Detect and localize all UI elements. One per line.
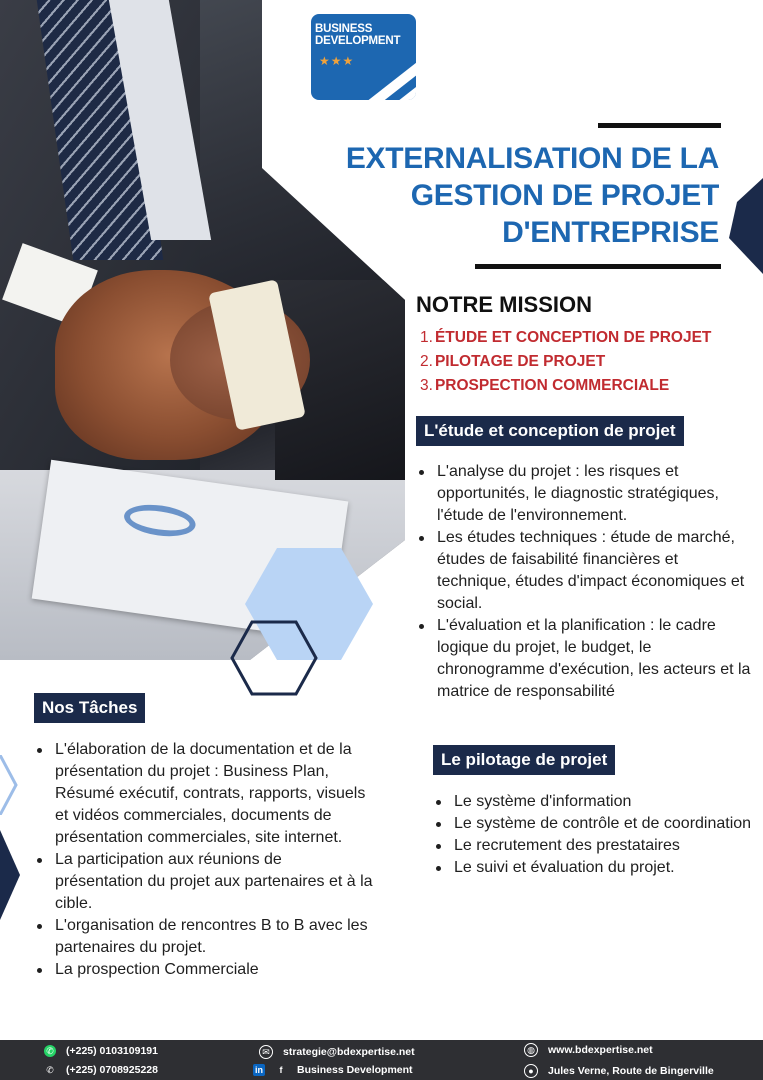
mission-item-number: 2. bbox=[420, 353, 433, 370]
footer-phone2[interactable] bbox=[44, 1064, 158, 1076]
mission-heading: NOTRE MISSION bbox=[416, 292, 593, 317]
mission-item bbox=[420, 350, 711, 374]
logo-stripe bbox=[351, 40, 416, 100]
globe-icon: ◍ bbox=[524, 1043, 538, 1057]
logo-line1: BUSINESS bbox=[315, 23, 373, 35]
phone1-text: (+225) 0103109191 bbox=[66, 1045, 158, 1057]
mission-list bbox=[420, 326, 711, 398]
pilotage-list bbox=[433, 791, 753, 879]
mission-item-label: ÉTUDE ET CONCEPTION DE PROJET bbox=[434, 329, 712, 346]
list-item: Le système d'information bbox=[433, 791, 753, 813]
business-development-logo bbox=[311, 14, 416, 100]
list-item: L'évaluation et la planification : le cadre logique du projet, le budget, le chronogramme d'exécution, les acteurs et la matrice de responsabilité bbox=[416, 615, 751, 703]
title-line2: GESTION DE PROJET bbox=[410, 179, 719, 212]
social-text: Business Development bbox=[297, 1064, 413, 1076]
list-item: L'organisation de rencontres B to B avec les partenaires du projet. bbox=[34, 915, 374, 959]
list-item: Le suivi et évaluation du projet. bbox=[433, 857, 753, 879]
footer-phone1[interactable] bbox=[44, 1045, 158, 1057]
hexagon-decoration-left-outline bbox=[0, 755, 18, 815]
footer-website[interactable] bbox=[524, 1043, 653, 1057]
phone-icon: ✆ bbox=[46, 1065, 54, 1075]
location-pin-icon: ● bbox=[524, 1064, 538, 1078]
website-text: www.bdexpertise.net bbox=[548, 1044, 653, 1056]
mission-item bbox=[420, 326, 711, 350]
logo-line2: DEVELOPMENT bbox=[315, 35, 401, 47]
list-item: L'élaboration de la documentation et de la présentation du projet : Business Plan, Résumé exécutif, contrats, rapports, visuels et vidéos commerciales, documents de présentation commerciales, site internet. bbox=[34, 739, 374, 849]
linkedin-icon: in bbox=[255, 1065, 263, 1075]
star-icon: ★★★ bbox=[319, 54, 355, 68]
etude-list bbox=[416, 461, 751, 703]
whatsapp-icon: ✆ bbox=[44, 1045, 56, 1057]
page-title bbox=[299, 140, 719, 251]
facebook-icon: f bbox=[279, 1065, 283, 1075]
email-icon: ✉ bbox=[259, 1045, 273, 1059]
mission-item-number: 1. bbox=[420, 329, 433, 346]
title-rule-bottom bbox=[475, 264, 721, 269]
hexagon-decoration-left-filled bbox=[0, 830, 20, 920]
address-text: Jules Verne, Route de Bingerville bbox=[548, 1065, 714, 1077]
section-label-etude: L'étude et conception de projet bbox=[416, 416, 684, 446]
section-label-taches: Nos Tâches bbox=[34, 693, 145, 723]
footer-bar bbox=[0, 1040, 763, 1080]
title-line3: D'ENTREPRISE bbox=[502, 216, 719, 249]
title-line1: EXTERNALISATION DE LA bbox=[345, 142, 719, 175]
title-rule-top bbox=[598, 123, 721, 128]
section-label-pilotage: Le pilotage de projet bbox=[433, 745, 615, 775]
mission-item-label: PILOTAGE DE PROJET bbox=[434, 353, 606, 370]
hexagon-decoration-right bbox=[729, 178, 763, 274]
footer-social[interactable] bbox=[253, 1064, 413, 1076]
logo-text bbox=[315, 23, 400, 47]
list-item: La participation aux réunions de présentation du projet aux partenaires et à la cible. bbox=[34, 849, 374, 915]
list-item: L'analyse du projet : les risques et opportunités, le diagnostic stratégiques, l'étude de l'environnement. bbox=[416, 461, 751, 527]
mission-item-label: PROSPECTION COMMERCIALE bbox=[434, 377, 670, 394]
taches-list bbox=[34, 739, 374, 981]
email-text: strategie@bdexpertise.net bbox=[283, 1046, 415, 1058]
list-item: Le système de contrôle et de coordination bbox=[433, 813, 753, 835]
hexagon-decoration-outline bbox=[230, 620, 318, 696]
list-item: La prospection Commerciale bbox=[34, 959, 374, 981]
footer-email[interactable] bbox=[259, 1045, 415, 1059]
list-item: Le recrutement des prestataires bbox=[433, 835, 753, 857]
list-item: Les études techniques : étude de marché, études de faisabilité financières et technique, études d'impact économiques et social. bbox=[416, 527, 751, 615]
footer-address bbox=[524, 1064, 714, 1078]
phone2-text: (+225) 0708925228 bbox=[66, 1064, 158, 1076]
mission-item-number: 3. bbox=[420, 377, 433, 394]
mission-item bbox=[420, 374, 711, 398]
